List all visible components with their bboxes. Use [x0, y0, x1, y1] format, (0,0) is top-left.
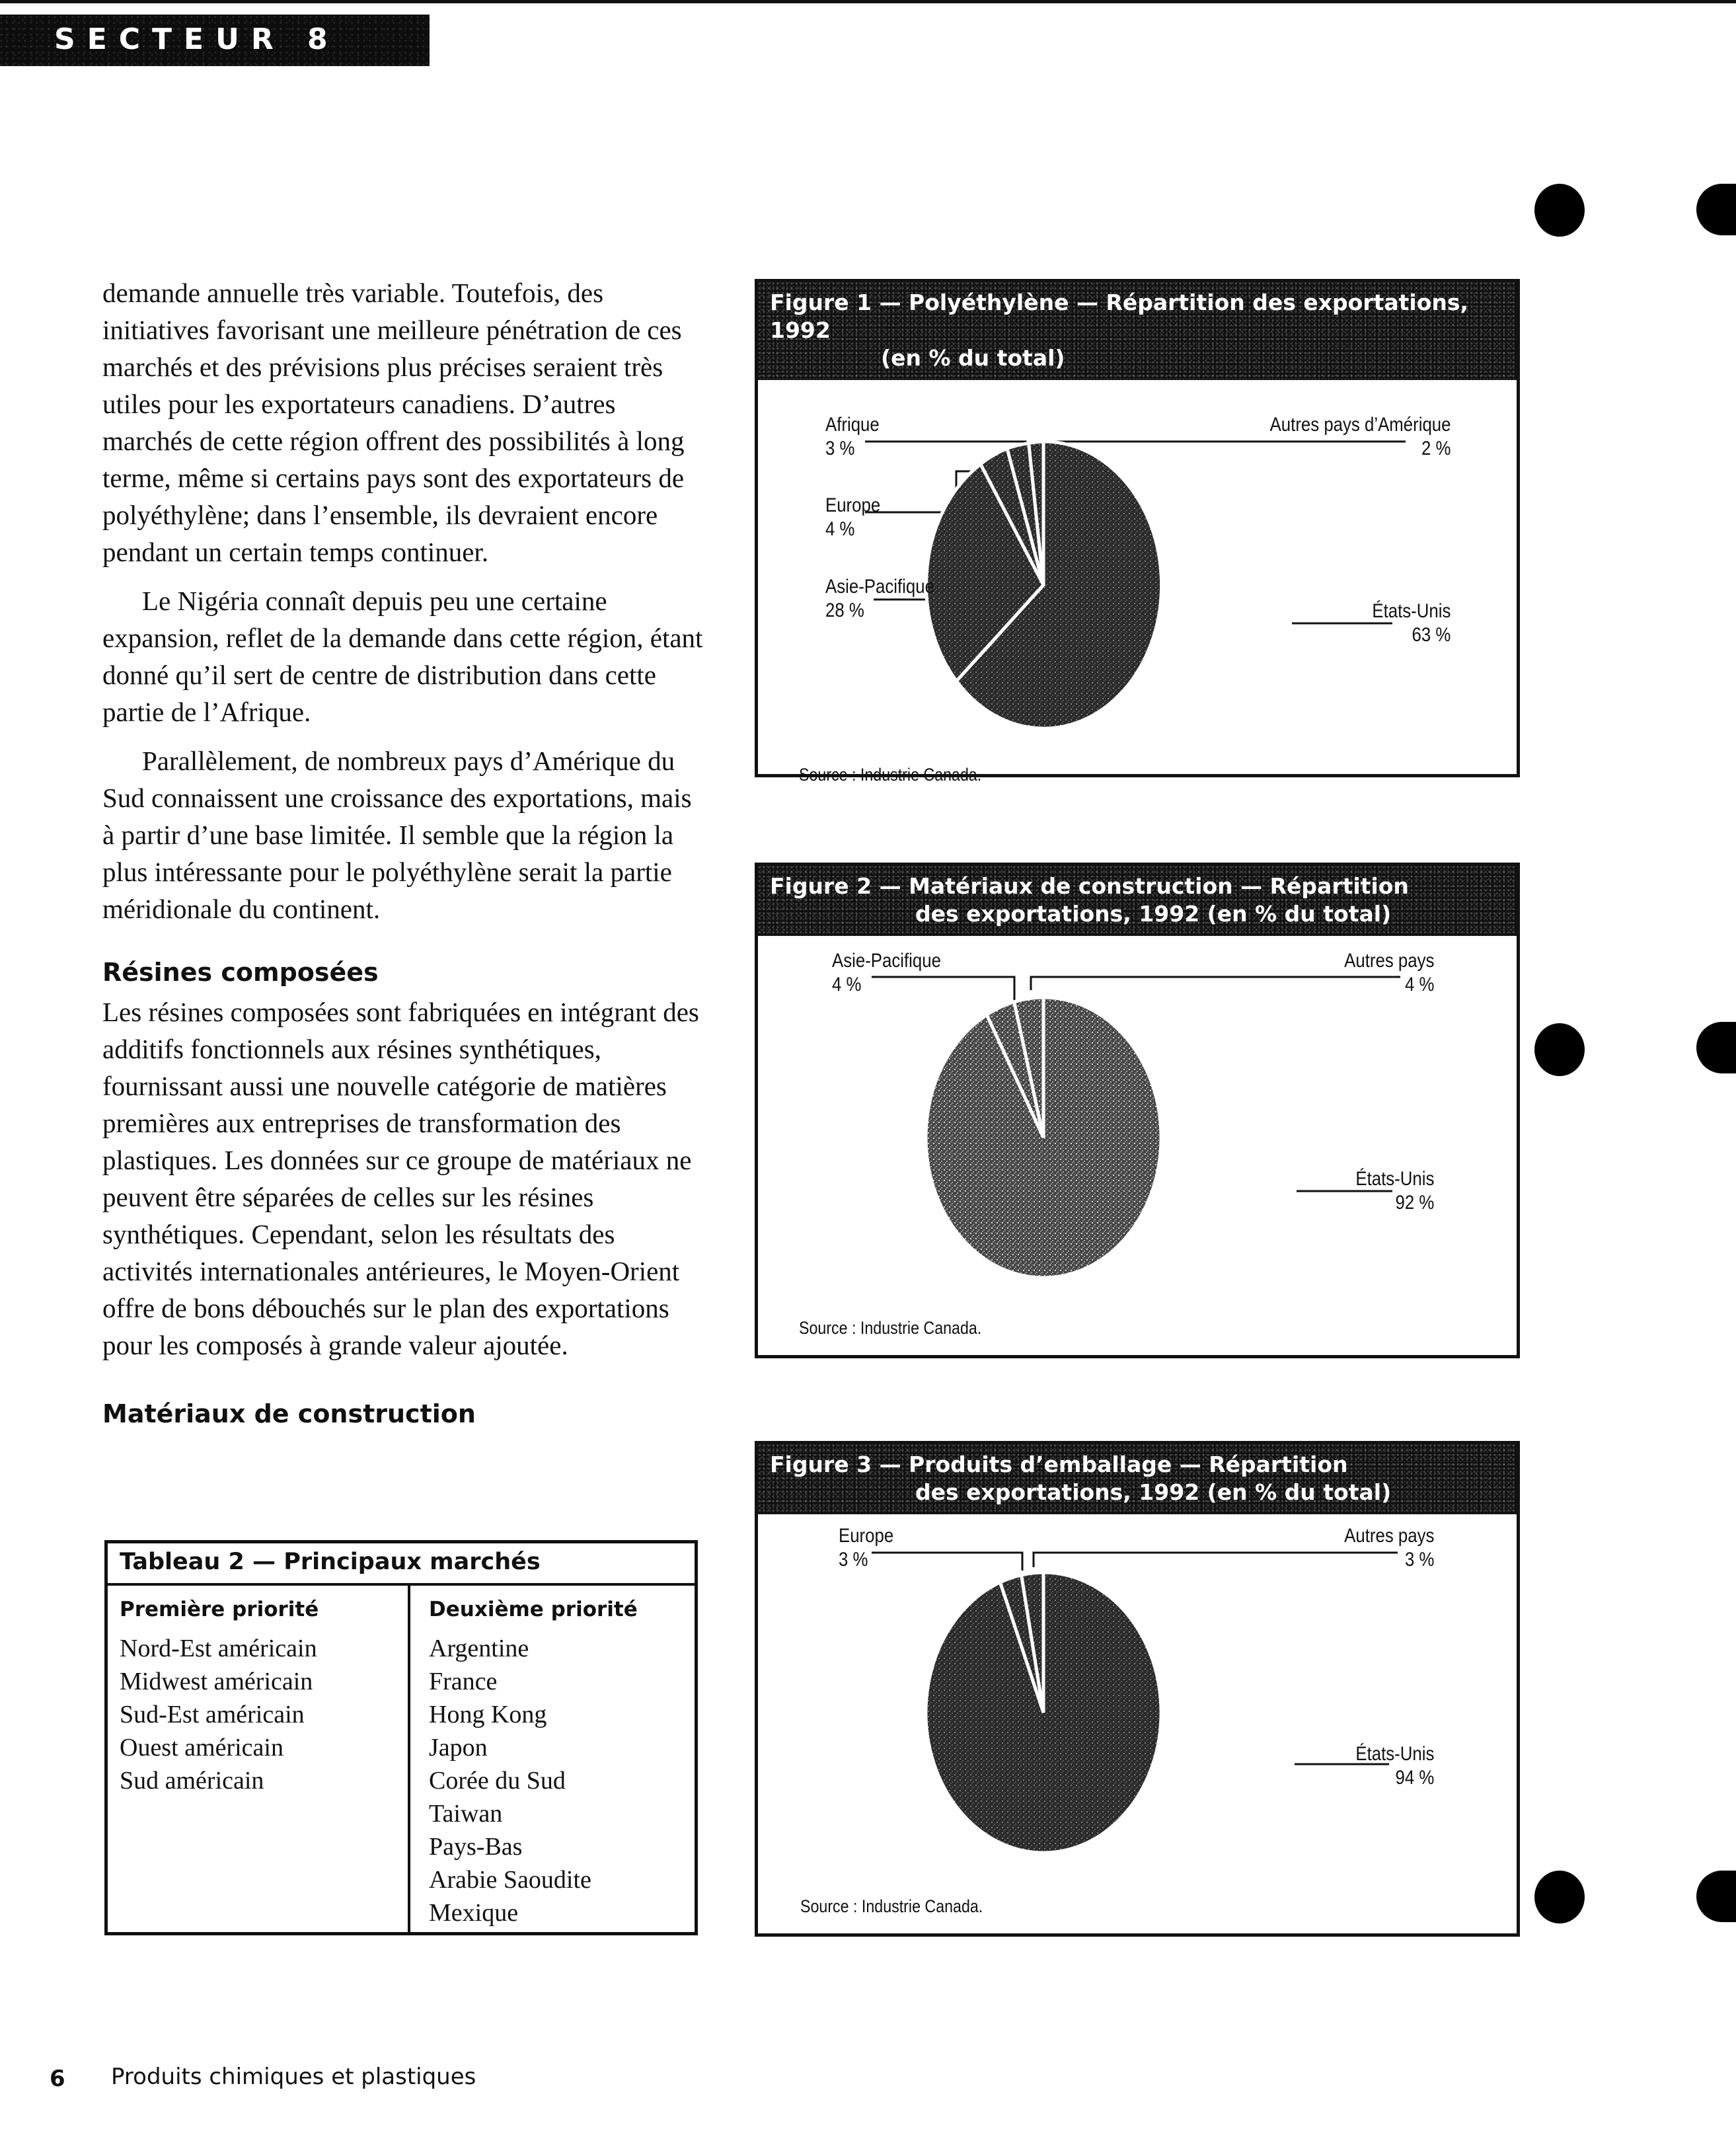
list-item: Nord-Est américain	[120, 1635, 317, 1662]
paragraph: Le Nigéria connaît depuis peu une certaine expansion, reflet de la demande dans cette région, étant donné qu’il sert de centre de distribution dans cette partie de l’Afrique.	[102, 586, 703, 727]
table-column-first-priority	[108, 1586, 410, 1932]
body-column	[102, 274, 704, 1432]
column-header: Deuxième priorité	[429, 1598, 638, 1621]
label-etats-unis: États-Unis 63 %	[1371, 600, 1451, 646]
label-autres-pays: Autres pays 3 %	[1343, 1525, 1434, 1570]
column-header: Première priorité	[120, 1598, 319, 1621]
list-item: France	[429, 1668, 498, 1695]
list-item: Sud-Est américain	[120, 1701, 305, 1728]
figure-title-line2: des exportations, 1992 (en % du total)	[915, 901, 1392, 927]
markets-table	[104, 1540, 698, 1935]
figure-3	[755, 1441, 1520, 1937]
list-item: Corée du Sud	[429, 1767, 566, 1795]
page-number: 6	[50, 2066, 65, 2092]
figure-body	[758, 380, 1517, 810]
label-asie-pacifique: Asie-Pacifique 28 %	[825, 576, 934, 621]
pie-chart	[758, 936, 1517, 1363]
figure-title: Figure 3 — Produits d’emballage — Répartition	[770, 1452, 1348, 1477]
footer-section-title: Produits chimiques et plastiques	[111, 2064, 476, 2090]
figure-source: Source : Industrie Canada.	[799, 765, 982, 785]
sector-band	[0, 15, 430, 66]
punch-hole-mark	[1696, 1871, 1736, 1922]
paragraph: Parallèlement, de nombreux pays d’Amérique du Sud connaissent une croissance des exportations, mais à partir d’une base limitée. Il semble que la région la plus intéressante pour le polyéthylène serait la partie méridionale du continent.	[102, 746, 692, 924]
list-item: Arabie Saoudite	[429, 1866, 591, 1894]
list-item: Argentine	[429, 1635, 529, 1662]
punch-hole-mark	[1696, 1022, 1736, 1073]
section-heading-resines: Résines composées	[102, 958, 379, 987]
figure-title: Figure 2 — Matériaux de construction — Répartition	[770, 873, 1409, 899]
pie-slices	[926, 997, 1161, 1278]
pie-slices	[926, 1572, 1161, 1853]
label-etats-unis: États-Unis 94 %	[1355, 1743, 1434, 1789]
punch-hole-mark	[1696, 184, 1736, 235]
label-afrique: Afrique 3 %	[825, 414, 880, 459]
table-column-second-priority	[410, 1586, 695, 1932]
punch-hole-mark	[1534, 1023, 1585, 1076]
sector-label: SECTEUR 8	[54, 22, 340, 56]
list-item: Sud américain	[120, 1767, 264, 1795]
label-etats-unis: États-Unis 92 %	[1355, 1168, 1434, 1214]
punch-hole-mark	[1534, 1871, 1585, 1923]
figure-title-band	[758, 1444, 1517, 1514]
figure-title: Figure 1 — Polyéthylène — Répartition des exportations, 1992	[770, 290, 1469, 343]
list-item: Mexique	[429, 1899, 519, 1927]
figure-body	[758, 936, 1517, 1363]
section-heading-materiaux: Matériaux de construction	[102, 1399, 476, 1428]
label-asie-pacifique: Asie-Pacifique 4 %	[832, 950, 941, 995]
list-item: Midwest américain	[120, 1668, 313, 1695]
list-item: Pays-Bas	[429, 1833, 523, 1861]
paragraph: demande annuelle très variable. Toutefois, des initiatives favorisant une meilleure pénétration de ces marchés et des prévisions plus précises seraient très utiles pour les exportateurs canadiens. D’autres marchés de cette région offrent des possibilités à long terme, même si certains pays sont des exportateurs de polyéthylène; dans l’ensemble, ils devraient encore pendant un certain temps continuer.	[102, 278, 685, 567]
label-europe: Europe 3 %	[839, 1525, 894, 1570]
figure-1	[755, 279, 1520, 785]
figure-source: Source : Industrie Canada.	[800, 1896, 983, 1916]
figure-body	[758, 1514, 1517, 1941]
pie-chart	[758, 1514, 1517, 1941]
label-autres-pays: Autres pays 4 %	[1343, 950, 1434, 995]
figure-title-band	[758, 866, 1517, 936]
label-europe: Europe 4 %	[825, 494, 881, 540]
figure-source: Source : Industrie Canada.	[799, 1318, 982, 1338]
label-autres-pays-amerique: Autres pays d’Amérique 2 %	[1269, 414, 1451, 459]
table-title: Tableau 2 — Principaux marchés	[108, 1543, 695, 1586]
list-item: Taiwan	[429, 1800, 503, 1828]
list-item: Hong Kong	[429, 1701, 547, 1728]
list-item: Japon	[429, 1734, 488, 1762]
figure-title-line2: (en % du total)	[881, 345, 1065, 371]
figure-title-band	[758, 282, 1517, 380]
list-item: Ouest américain	[120, 1734, 283, 1762]
figure-2	[755, 863, 1520, 1358]
paragraph: Les résines composées sont fabriquées en intégrant des additifs fonctionnels aux résines synthétiques, fournissant aussi une nouvelle catégorie de matières premières aux entreprises de transformation des plastiques. Les données sur ce groupe de matériaux ne peuvent être séparées de celles sur les résines synthétiques. Cependant, selon les résultats des activités internationales antérieures, le Moyen-Orient offre de bons débouchés sur le plan des exportations pour les composés à grande valeur ajoutée.	[102, 997, 699, 1360]
figure-title-line2: des exportations, 1992 (en % du total)	[915, 1479, 1392, 1505]
punch-hole-mark	[1534, 184, 1585, 237]
pie-slices	[926, 442, 1162, 728]
top-rule	[0, 0, 1736, 3]
